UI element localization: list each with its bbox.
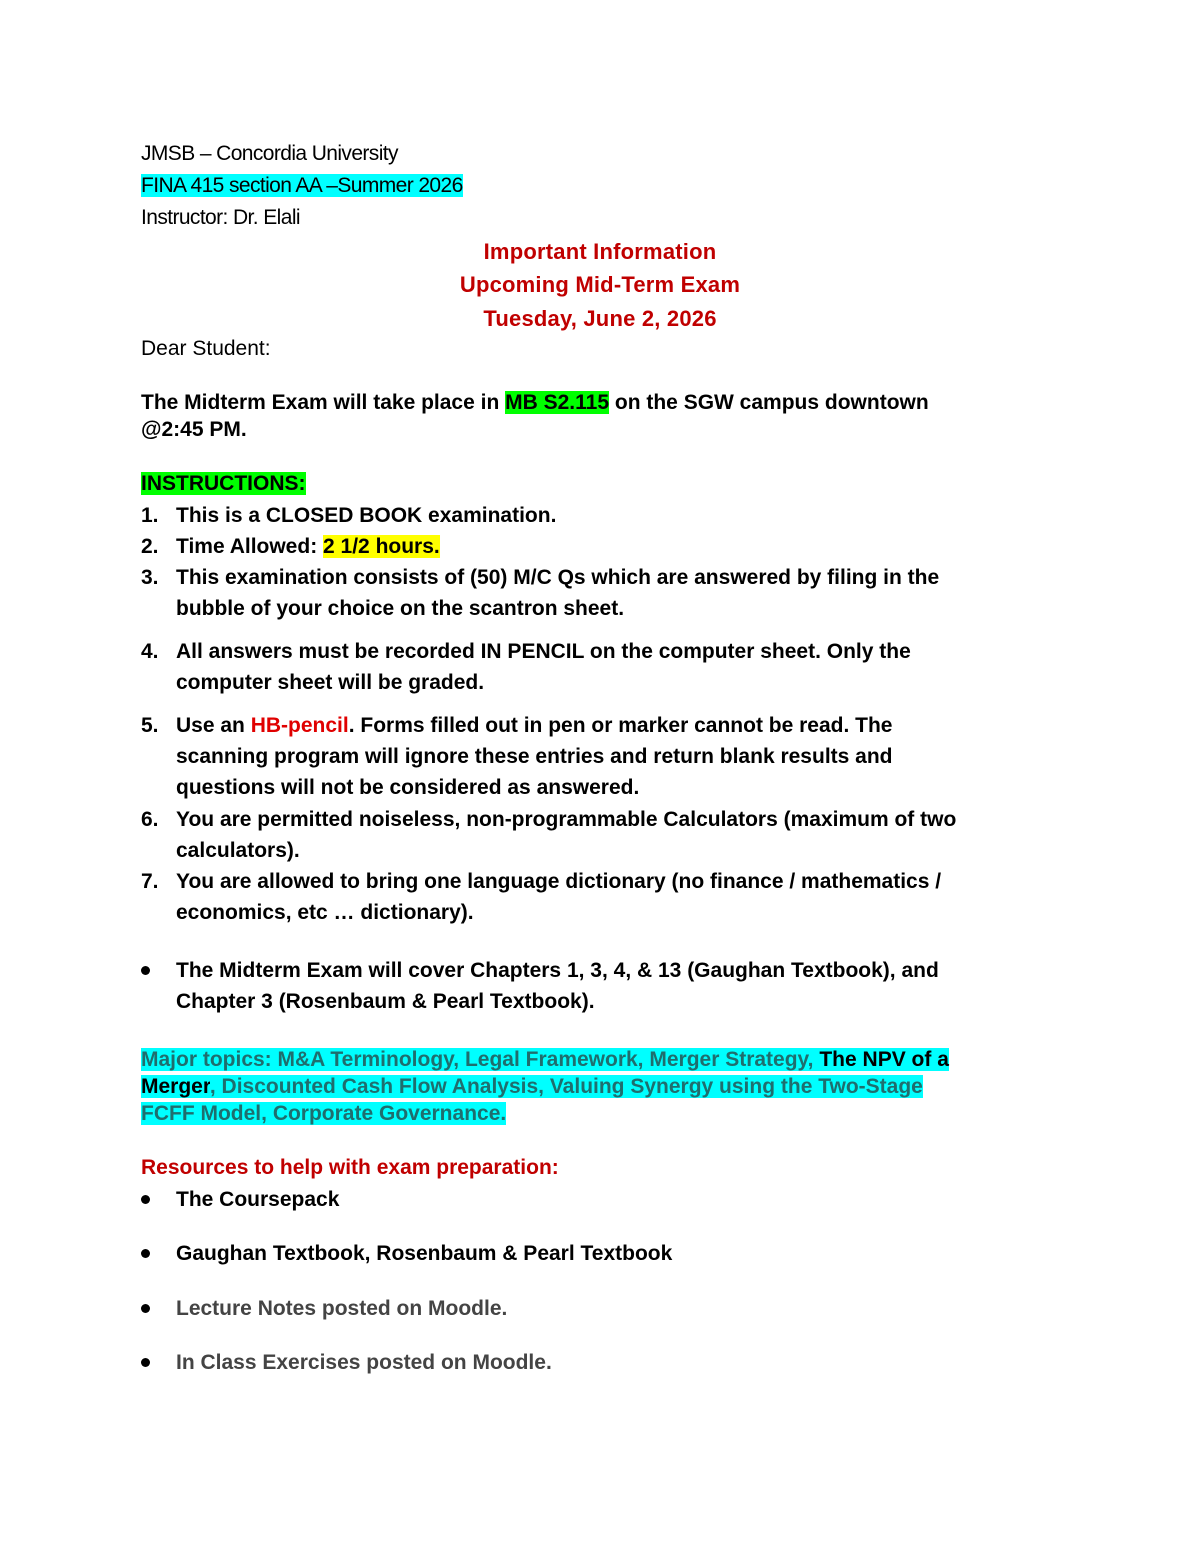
instruction-item-4 bbox=[176, 636, 911, 698]
time-highlight: 2 1/2 hours. bbox=[323, 535, 440, 558]
instruction-line: scanning program will ignore these entries and return blank results and bbox=[176, 745, 893, 768]
instruction-line: questions will not be considered as answered. bbox=[176, 776, 640, 799]
instruction-item-3 bbox=[176, 562, 939, 624]
coverage-item bbox=[176, 955, 939, 1017]
item-number: 6. bbox=[141, 808, 159, 831]
item-number: 4. bbox=[141, 640, 159, 663]
title-exam-date: Tuesday, June 2, 2026 bbox=[483, 306, 717, 331]
bullet-icon bbox=[141, 1358, 150, 1367]
greeting: Dear Student: bbox=[141, 337, 271, 360]
instruction-line: You are allowed to bring one language dictionary (no finance / mathematics / bbox=[176, 870, 942, 893]
instructions-heading bbox=[141, 472, 306, 496]
course-highlight: FINA 415 section AA –Summer 2026 bbox=[141, 174, 463, 197]
bullet-icon bbox=[141, 966, 150, 975]
major-topics-merger: Merger bbox=[141, 1075, 210, 1098]
bullet-icon bbox=[141, 1304, 150, 1313]
location-after: on the SGW campus downtown bbox=[609, 391, 929, 414]
location-before: The Midterm Exam will take place in bbox=[141, 391, 506, 414]
major-topics bbox=[141, 1046, 949, 1127]
instruction-line: computer sheet will be graded. bbox=[176, 671, 485, 694]
instruction-line: calculators). bbox=[176, 839, 300, 862]
instruction-item-1 bbox=[176, 500, 556, 531]
instruction-line: economics, etc … dictionary). bbox=[176, 901, 474, 924]
room-highlight: MB S2.115 bbox=[505, 391, 610, 414]
course-line bbox=[141, 174, 463, 198]
coverage-line: Chapter 3 (Rosenbaum & Pearl Textbook). bbox=[176, 990, 595, 1013]
bullet-icon bbox=[141, 1195, 150, 1204]
instruction-item-7 bbox=[176, 866, 941, 928]
instruction-line: bubble of your choice on the scantron sheet. bbox=[176, 597, 625, 620]
instruction-item-6 bbox=[176, 804, 956, 866]
major-topics-part2: , Discounted Cash Flow Analysis, Valuing Synergy using the Two-Stage bbox=[209, 1075, 923, 1098]
coverage-line: The Midterm Exam will cover Chapters 1, 3, 4, & 13 (Gaughan Textbook), and bbox=[176, 959, 939, 982]
major-topics-npv: The NPV of a bbox=[819, 1048, 949, 1071]
item-number: 3. bbox=[141, 566, 159, 589]
instruction-first-line bbox=[176, 710, 893, 741]
school-line: JMSB – Concordia University bbox=[141, 142, 398, 165]
instructions-heading-text: INSTRUCTIONS: bbox=[141, 472, 306, 495]
instruction-item-5 bbox=[176, 710, 893, 803]
instruction-suffix: . Forms filled out in pen or marker cannot be read. The bbox=[348, 714, 893, 737]
major-topics-part3: FCFF Model, Corporate Governance. bbox=[141, 1102, 507, 1125]
location-line bbox=[141, 391, 929, 415]
instruction-line: This is a CLOSED BOOK examination. bbox=[176, 504, 557, 527]
resources-heading: Resources to help with exam preparation: bbox=[141, 1156, 559, 1179]
hb-pencil-text: HB-pencil bbox=[250, 714, 349, 737]
item-number: 2. bbox=[141, 535, 159, 558]
instruction-item-2 bbox=[176, 531, 440, 562]
major-topics-part1: Major topics: M&A Terminology, Legal Framework, Merger Strategy, bbox=[141, 1048, 820, 1071]
resource-item-1: The Coursepack bbox=[176, 1188, 340, 1211]
title-upcoming-exam: Upcoming Mid-Term Exam bbox=[459, 272, 741, 297]
resource-item-4: In Class Exercises posted on Moodle. bbox=[176, 1351, 552, 1374]
instructor-line: Instructor: Dr. Elali bbox=[141, 206, 300, 229]
item-number: 7. bbox=[141, 870, 159, 893]
bullet-icon bbox=[141, 1249, 150, 1258]
instruction-line: This examination consists of (50) M/C Qs which are answered by filing in the bbox=[176, 566, 940, 589]
location-time: @2:45 PM. bbox=[141, 418, 247, 441]
instruction-prefix: Use an bbox=[176, 714, 251, 737]
instruction-prefix: Time Allowed: bbox=[176, 535, 324, 558]
title-important-information: Important Information bbox=[483, 239, 717, 264]
resource-item-2: Gaughan Textbook, Rosenbaum & Pearl Textbook bbox=[176, 1242, 673, 1265]
item-number: 5. bbox=[141, 714, 159, 737]
instruction-line: You are permitted noiseless, non-programmable Calculators (maximum of two bbox=[176, 808, 957, 831]
resource-item-3: Lecture Notes posted on Moodle. bbox=[176, 1297, 508, 1320]
item-number: 1. bbox=[141, 504, 159, 527]
instruction-line: All answers must be recorded IN PENCIL on the computer sheet. Only the bbox=[176, 640, 911, 663]
